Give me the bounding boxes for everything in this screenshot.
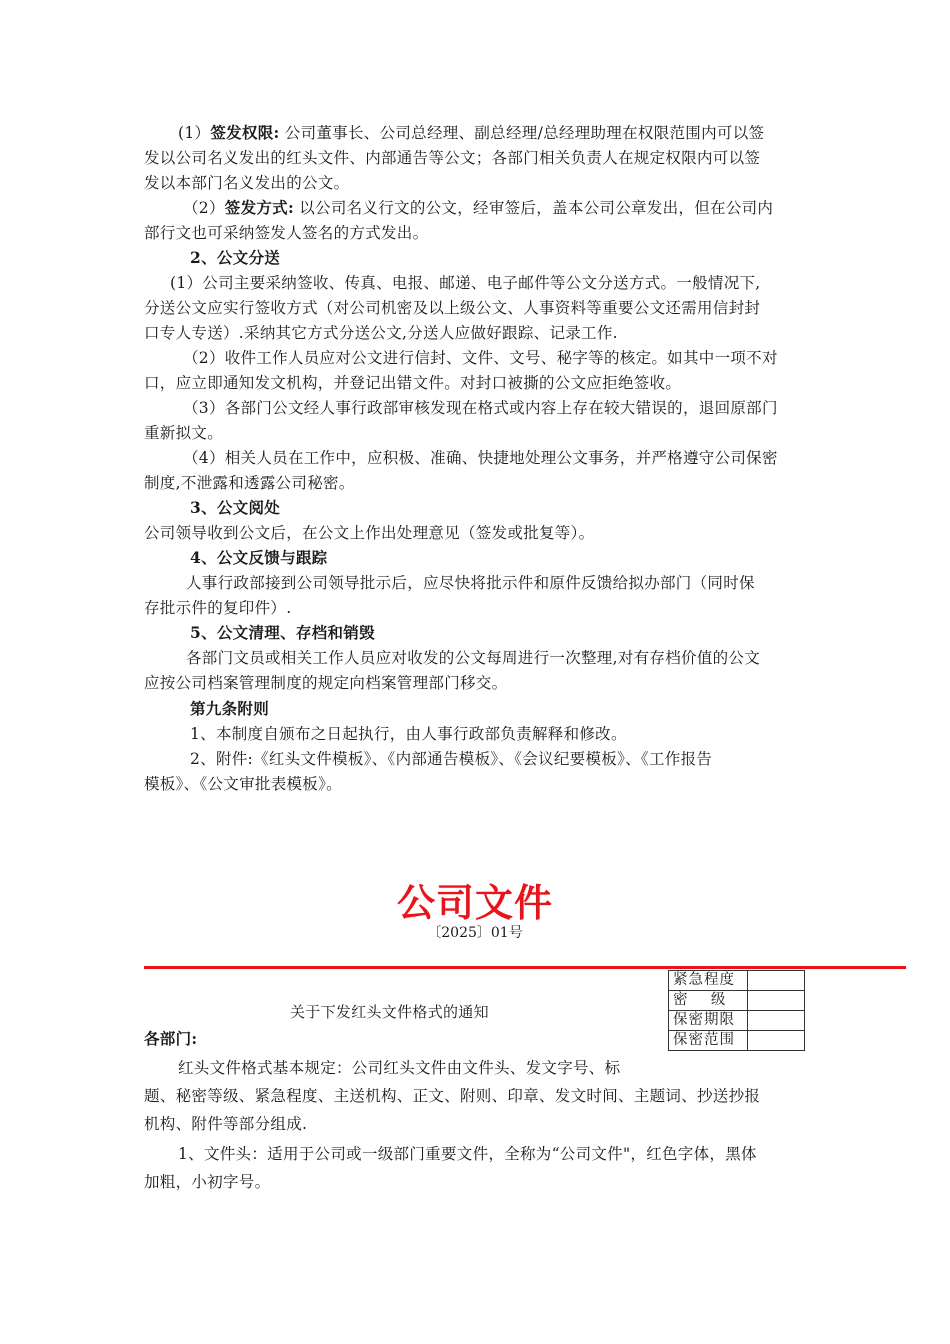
security-label: 保密期限 bbox=[669, 1011, 748, 1031]
paragraph-line: （2）收件工作人员应对公文进行信封、文件、文号、秘字等的核定。如其中一项不对 bbox=[183, 349, 778, 367]
section-heading: 2、公文分送 bbox=[190, 248, 281, 267]
paragraph-line: 重新拟文。 bbox=[144, 424, 224, 442]
table-row bbox=[669, 1011, 805, 1031]
paragraph-line: 存批示件的复印件）. bbox=[144, 599, 292, 617]
paragraph-line: （3）各部门公文经人事行政部审核发现在格式或内容上存在较大错误的，退回原部门 bbox=[183, 399, 778, 417]
paragraph-line: 机构、附件等部分组成. bbox=[144, 1115, 308, 1133]
section-heading: 4、公文反馈与跟踪 bbox=[190, 548, 328, 567]
paragraph-line: 1、本制度自颁布之日起执行，由人事行政部负责解释和修改。 bbox=[190, 725, 627, 743]
security-value bbox=[748, 971, 805, 991]
paragraph-line: 公司领导收到公文后，在公文上作出处理意见（签发或批复等）。 bbox=[144, 524, 595, 542]
paragraph-line: 分送公文应实行签收方式（对公司机密及以上级公文、人事资料等重要公文还需用信封封 bbox=[144, 299, 761, 317]
security-value bbox=[748, 1011, 805, 1031]
table-row bbox=[669, 991, 805, 1011]
item-text: 以公司名义行文的公文，经审签后，盖本公司公章发出，但在公司内 bbox=[294, 199, 774, 217]
table-row bbox=[669, 1031, 805, 1051]
paragraph-line: 发以本部门名义发出的公文。 bbox=[144, 174, 350, 192]
section-heading: 5、公文清理、存档和销毁 bbox=[190, 623, 375, 642]
paragraph-line: （4）相关人员在工作中，应积极、准确、快捷地处理公文事务，并严格遵守公司保密 bbox=[183, 449, 778, 467]
paragraph-line: 加粗，小初字号。 bbox=[144, 1173, 271, 1191]
paragraph-line: 应按公司档案管理制度的规定向档案管理部门移交。 bbox=[144, 674, 508, 692]
notice-salutation: 各部门: bbox=[144, 1029, 198, 1048]
document-number: 〔2025〕01号 bbox=[427, 925, 523, 941]
item-number: (1） bbox=[178, 124, 211, 142]
paragraph-line: 题、秘密等级、紧急程度、主送机构、正文、附则、印章、发文时间、主题词、抄送抄报 bbox=[144, 1087, 761, 1105]
security-label: 紧急程度 bbox=[669, 971, 748, 991]
paragraph-line: (1）公司主要采纳签收、传真、电报、邮递、电子邮件等公文分送方式。一般情况下, bbox=[170, 274, 761, 292]
security-value bbox=[748, 991, 805, 1011]
paragraph-line bbox=[183, 197, 773, 219]
security-table bbox=[668, 970, 805, 1051]
paragraph-line: 口，应立即通知发文机构，并登记出错文件。对封口被撕的公文应拒绝签收。 bbox=[144, 374, 682, 392]
notice-title: 关于下发红头文件格式的通知 bbox=[290, 1003, 489, 1021]
paragraph-line: 口专人专送）.采纳其它方式分送公文,分送人应做好跟踪、记录工作. bbox=[144, 324, 618, 342]
paragraph-line bbox=[178, 122, 764, 144]
paragraph-line: 发以公司名义发出的红头文件、内部通告等公文；各部门相关负责人在规定权限内可以签 bbox=[144, 149, 761, 167]
item-number: （2） bbox=[183, 199, 225, 217]
paragraph-line: 制度,不泄露和透露公司秘密。 bbox=[144, 474, 355, 492]
item-text: 公司董事长、公司总经理、副总经理/总经理助理在权限范围内可以签 bbox=[279, 124, 765, 142]
paragraph-line: 1、文件头：适用于公司或一级部门重要文件，全称为“公司文件"，红色字体，黑体 bbox=[178, 1145, 757, 1163]
paragraph-line: 红头文件格式基本规定：公司红头文件由文件头、发文字号、标 bbox=[178, 1059, 621, 1077]
table-row bbox=[669, 971, 805, 991]
item-label: 签发权限: bbox=[210, 123, 280, 142]
security-label: 保密范围 bbox=[669, 1031, 748, 1051]
section-heading: 3、公文阅处 bbox=[190, 498, 281, 517]
paragraph-line: 2、附件:《红头文件模板》、《内部通告模板》、《会议纪要模板》、《工作报告 bbox=[190, 750, 713, 768]
article-heading: 第九条附则 bbox=[190, 699, 270, 718]
redhead-divider bbox=[144, 966, 906, 969]
paragraph-line: 人事行政部接到公司领导批示后，应尽快将批示件和原件反馈给拟办部门（同时保 bbox=[186, 574, 755, 592]
security-label: 密 级 bbox=[669, 991, 748, 1011]
paragraph-line: 各部门文员或相关工作人员应对收发的公文每周进行一次整理,对有存档价值的公文 bbox=[186, 649, 761, 667]
paragraph-line: 部行文也可采纳签发人签名的方式发出。 bbox=[144, 224, 429, 242]
security-value bbox=[748, 1031, 805, 1051]
item-label: 签发方式: bbox=[224, 198, 294, 217]
paragraph-line: 模板》、《公文审批表模板》。 bbox=[144, 775, 342, 793]
redhead-title: 公司文件 bbox=[396, 881, 553, 925]
